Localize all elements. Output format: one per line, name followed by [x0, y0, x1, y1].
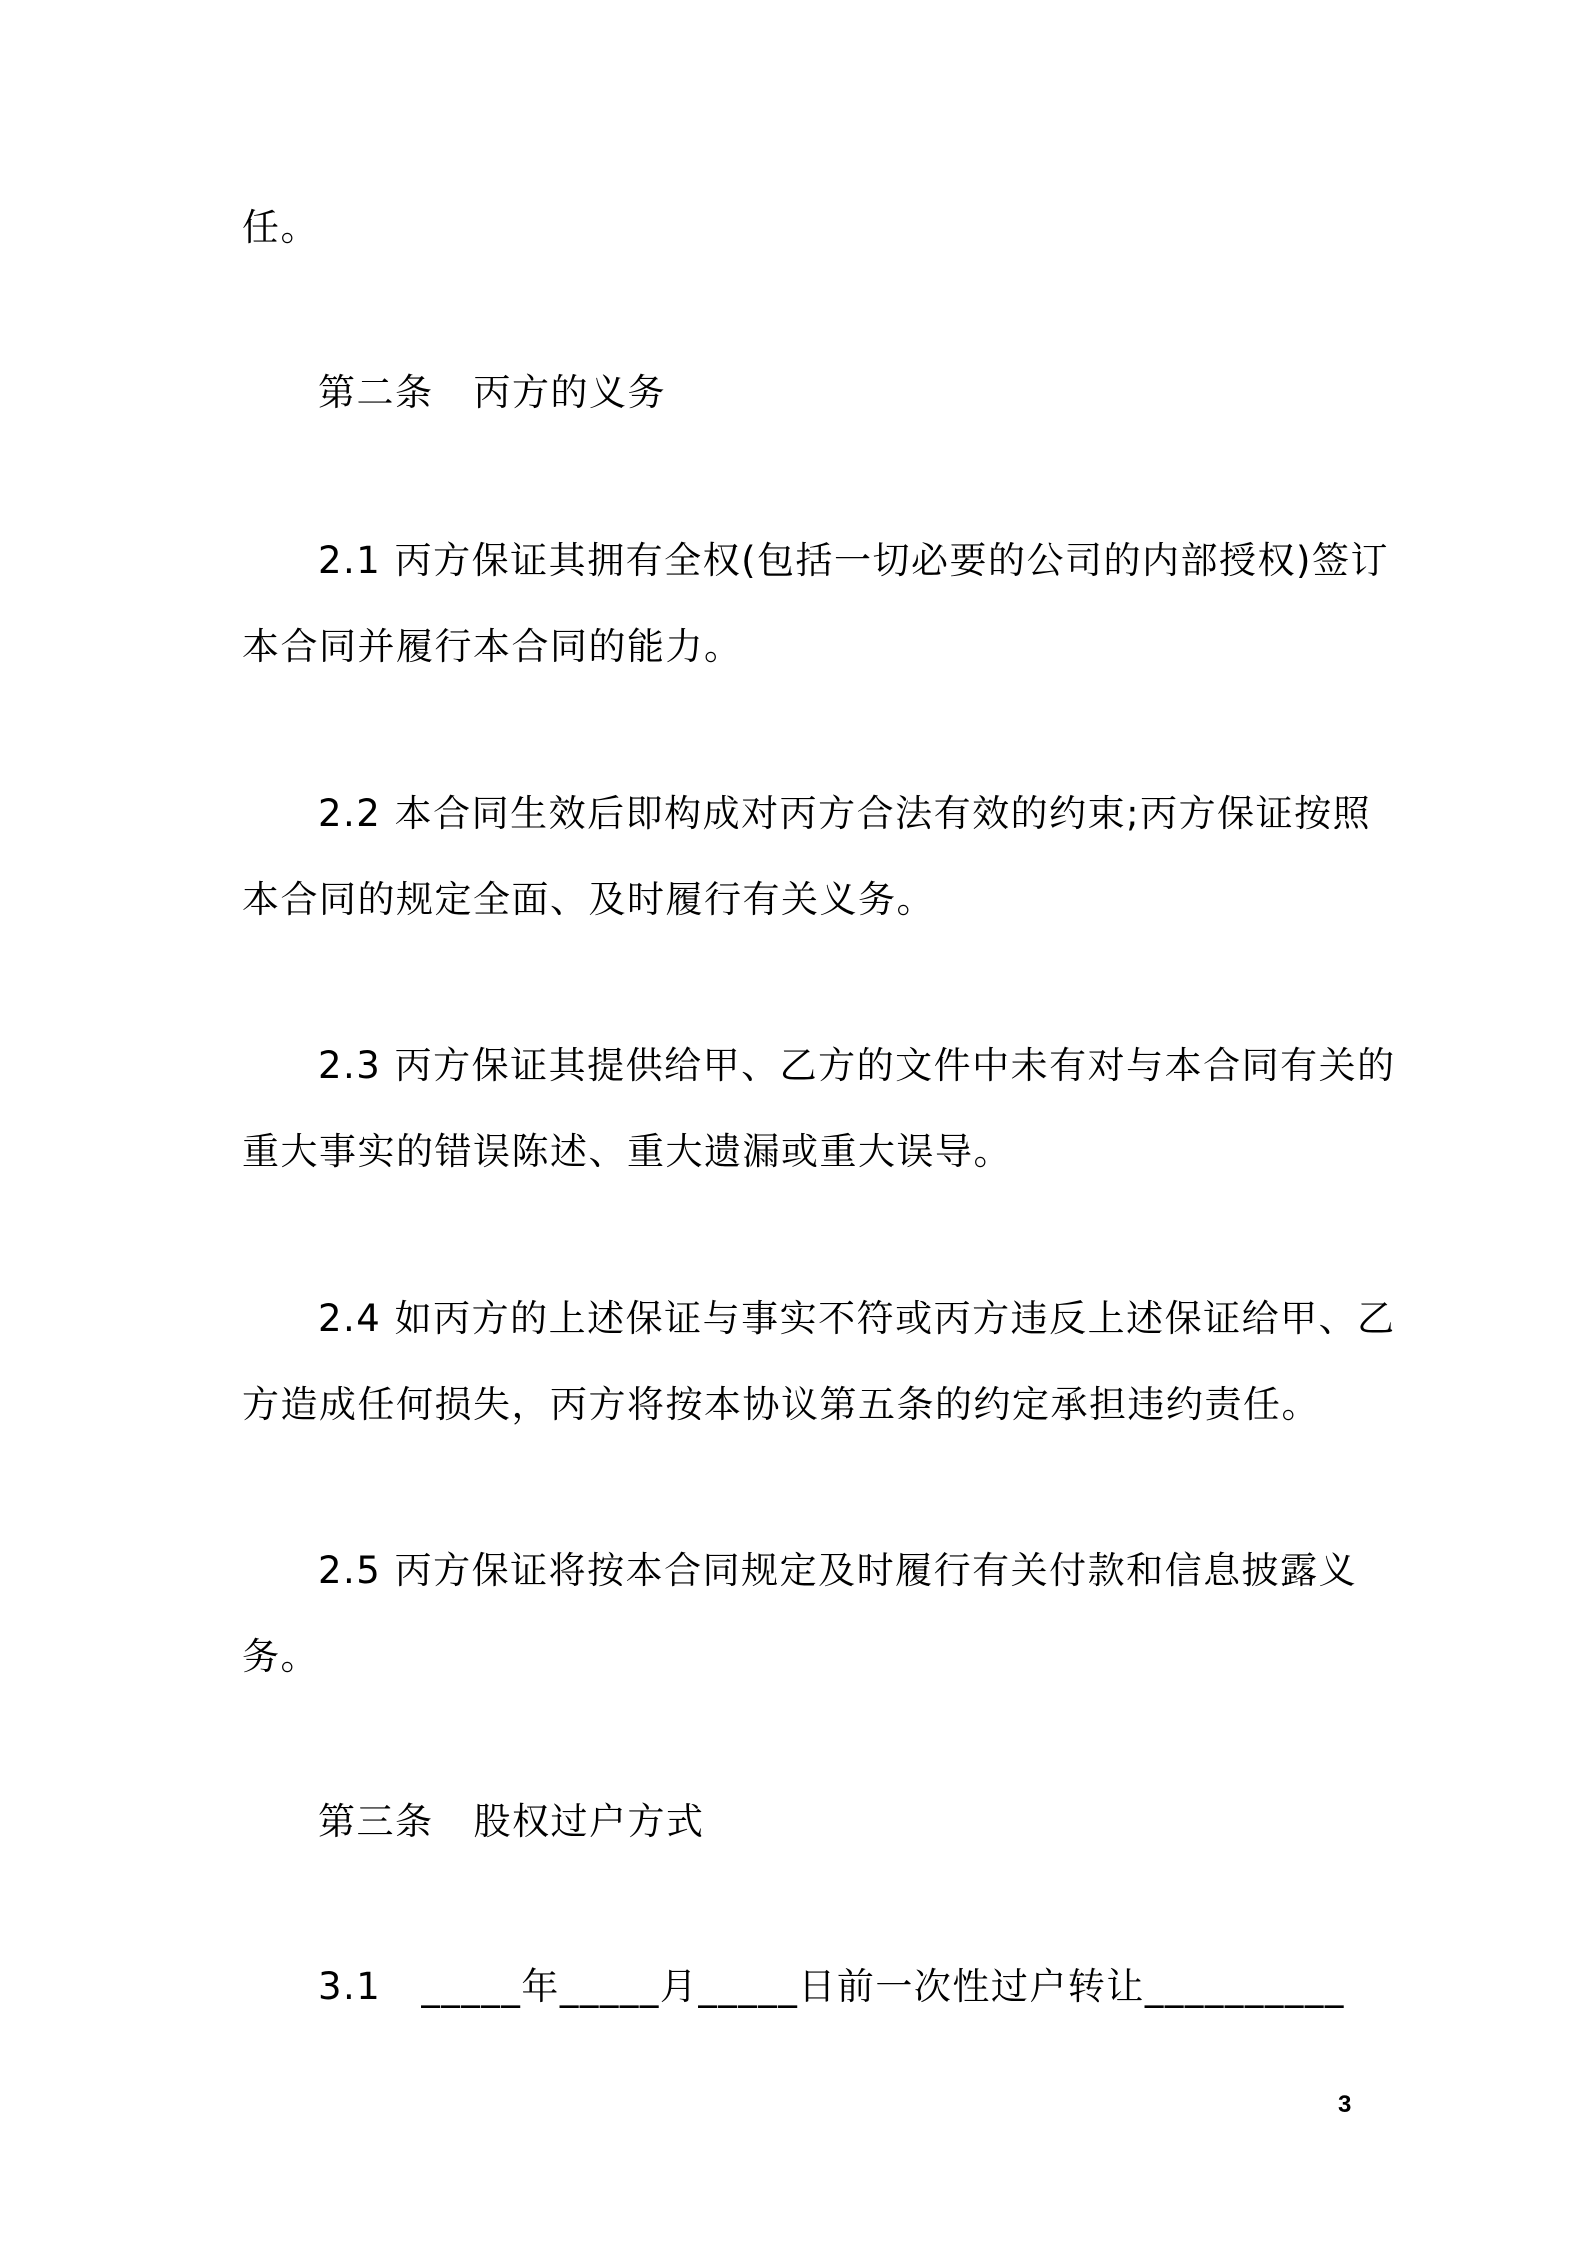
article-2-title: 丙方的义务: [473, 371, 666, 414]
clause-2-3-line-1: 2.3 丙方保证其提供给甲、乙方的文件中未有对与本合同有关的: [318, 1044, 1396, 1087]
clause-2-4-line-2: 方造成任何损失，丙方将按本协议第五条的约定承担违约责任。: [242, 1383, 1320, 1426]
paragraph-continuation: 任。: [242, 206, 319, 249]
clause-2-3-line-2: 重大事实的错误陈述、重大遗漏或重大误导。: [242, 1130, 1012, 1173]
clause-2-1-line-2: 本合同并履行本合同的能力。: [242, 625, 743, 668]
page-number: 3: [1338, 2091, 1352, 2118]
clause-2-1-line-1: 2.1 丙方保证其拥有全权(包括一切必要的公司的内部授权)签订: [318, 539, 1389, 582]
clause-3-1-text: _____年_____月_____日前一次性过户转让__________: [421, 1965, 1345, 2008]
clause-2-2-line-2: 本合同的规定全面、及时履行有关义务。: [242, 878, 935, 921]
article-2-heading: [318, 368, 1362, 418]
clause-2-5-line-2: 务。: [242, 1635, 319, 1678]
article-3-title: 股权过户方式: [473, 1800, 705, 1843]
clause-3-1-line-1: [318, 1962, 1362, 2012]
clause-2-4-line-1: 2.4 如丙方的上述保证与事实不符或丙方违反上述保证给甲、乙: [318, 1297, 1396, 1340]
article-3-number: 第三条: [318, 1800, 434, 1843]
clause-3-1-number: 3.1: [318, 1965, 382, 2008]
article-3-heading: [318, 1797, 1362, 1847]
clause-2-2-line-1: 2.2 本合同生效后即构成对丙方合法有效的约束;丙方保证按照: [318, 792, 1372, 835]
clause-2-5-line-1: 2.5 丙方保证将按本合同规定及时履行有关付款和信息披露义: [318, 1549, 1358, 1592]
article-2-number: 第二条: [318, 371, 434, 414]
